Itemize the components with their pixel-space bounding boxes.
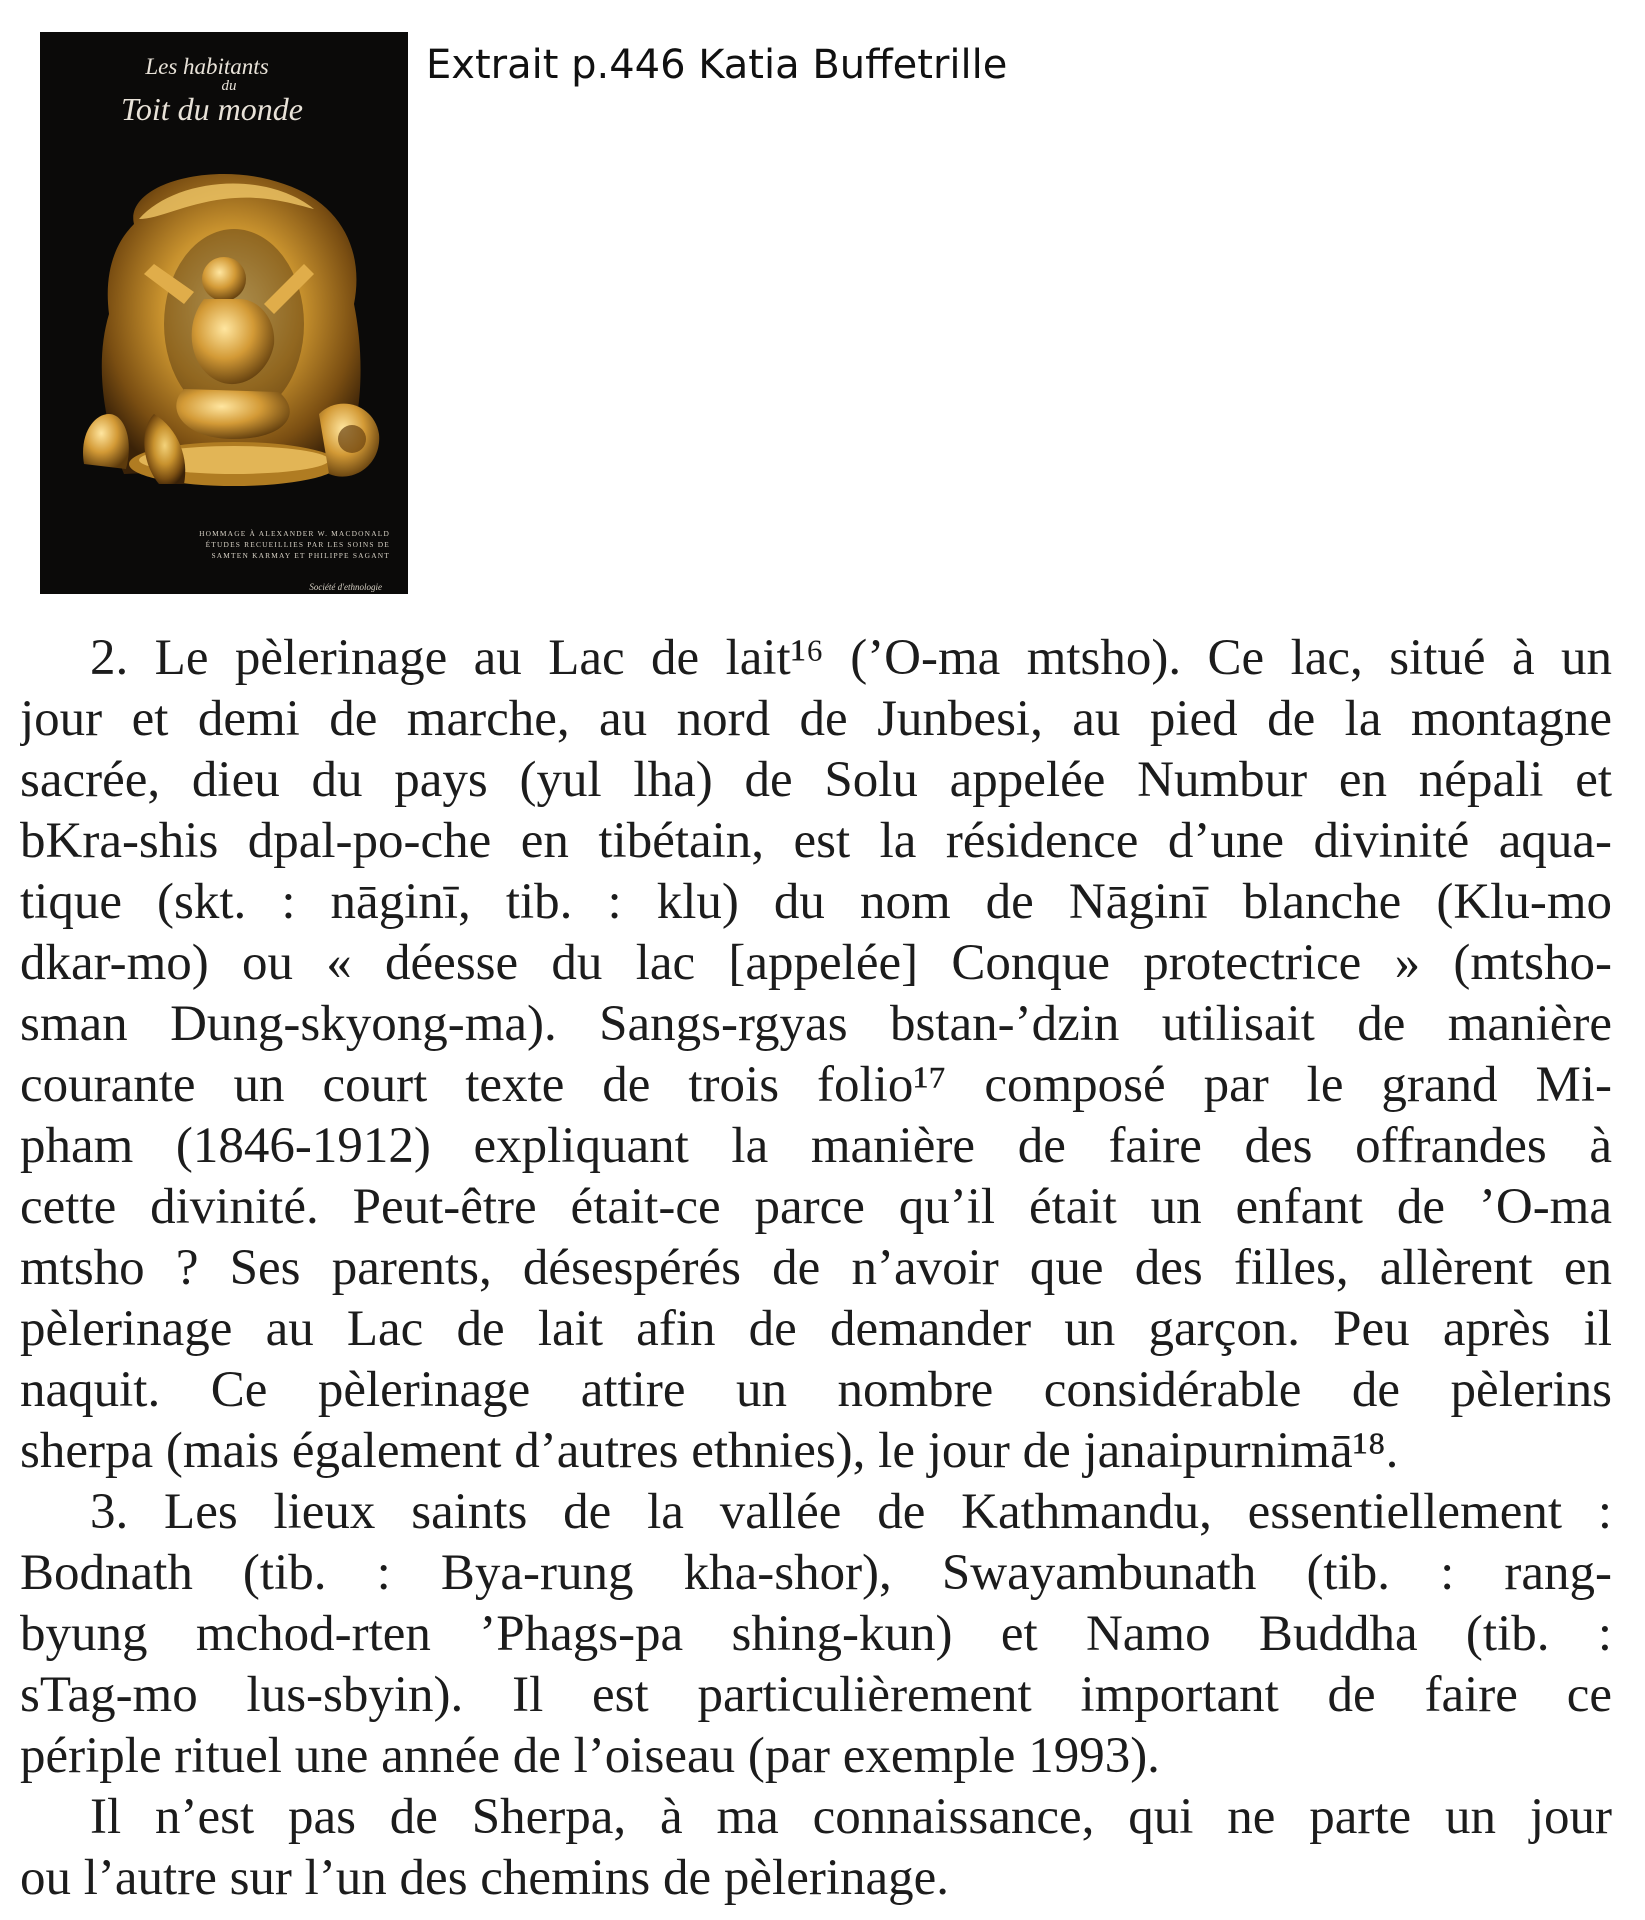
golden-sculpture-image xyxy=(64,164,394,524)
text-line: pèlerinage au Lac de lait afin de demander un garçon. Peu après il xyxy=(20,1301,1612,1357)
excerpt-caption: Extrait p.446 Katia Buffetrille xyxy=(426,42,1008,88)
text-line: naquit. Ce pèlerinage attire un nombre considérable de pèlerins xyxy=(20,1362,1612,1418)
cover-title-line3: Toit du monde xyxy=(121,91,303,127)
text-line: sTag-mo lus-sbyin). Il est particulièrement important de faire ce xyxy=(20,1667,1612,1723)
text-line: pham (1846-1912) expliquant la manière de faire des offrandes à xyxy=(20,1118,1612,1174)
text-line: jour et demi de marche, au nord de Junbesi, au pied de la montagne xyxy=(20,691,1612,747)
text-line: cette divinité. Peut-être était-ce parce qu’il était un enfant de ’O-ma xyxy=(20,1179,1612,1235)
text-line: Bodnath (tib. : Bya-rung kha-shor), Swayambunath (tib. : rang- xyxy=(20,1545,1612,1601)
text-line: sacrée, dieu du pays (yul lha) de Solu appelée Numbur en népali et xyxy=(20,752,1612,808)
text-line: byung mchod-rten ’Phags-pa shing-kun) et Namo Buddha (tib. : xyxy=(20,1606,1612,1662)
cover-title-line1: Les habitants xyxy=(145,54,269,79)
cover-credit-line: ÉTUDES RECUEILLIES PAR LES SOINS DE xyxy=(205,540,390,549)
cover-publisher: Société d'ethnologie xyxy=(309,582,382,592)
text-line: 3. Les lieux saints de la vallée de Kathmandu, essentiellement : xyxy=(90,1484,1612,1540)
cover-title xyxy=(40,54,408,128)
cover-credit-line: SAMTEN KARMAY ET PHILIPPE SAGANT xyxy=(211,551,390,560)
book-excerpt-text xyxy=(20,628,1612,1909)
text-line: périple rituel une année de l’oiseau (par exemple 1993). xyxy=(20,1728,1160,1784)
text-line: dkar-mo) ou « déesse du lac [appelée] Conque protectrice » (mtsho- xyxy=(20,935,1612,991)
text-line: sherpa (mais également d’autres ethnies), le jour de janaipurnimā¹⁸. xyxy=(20,1423,1399,1479)
book-cover xyxy=(40,32,408,594)
text-line: mtsho ? Ses parents, désespérés de n’avoir que des filles, allèrent en xyxy=(20,1240,1612,1296)
text-line: 2. Le pèlerinage au Lac de lait¹⁶ (ʼO-ma mtsho). Ce lac, situé à un xyxy=(90,630,1612,686)
text-line: Il n’est pas de Sherpa, à ma connaissance, qui ne parte un jour xyxy=(90,1789,1612,1845)
text-line: bKra-shis dpal-po-che en tibétain, est la résidence d’une divinité aqua- xyxy=(20,813,1612,869)
text-line: tique (skt. : nāginī, tib. : klu) du nom de Nāginī blanche (Klu-mo xyxy=(20,874,1612,930)
cover-title-line2: du xyxy=(221,78,237,94)
text-line: ou l’autre sur l’un des chemins de pèlerinage. xyxy=(20,1850,950,1906)
text-line: sman Dung-skyong-ma). Sangs-rgyas bstan-’dzin utilisait de manière xyxy=(20,996,1612,1052)
cover-credits xyxy=(60,528,390,561)
text-line: courante un court texte de trois folio¹⁷ composé par le grand Mi- xyxy=(20,1057,1612,1113)
cover-credit-line: HOMMAGE À ALEXANDER W. MACDONALD xyxy=(199,529,390,538)
